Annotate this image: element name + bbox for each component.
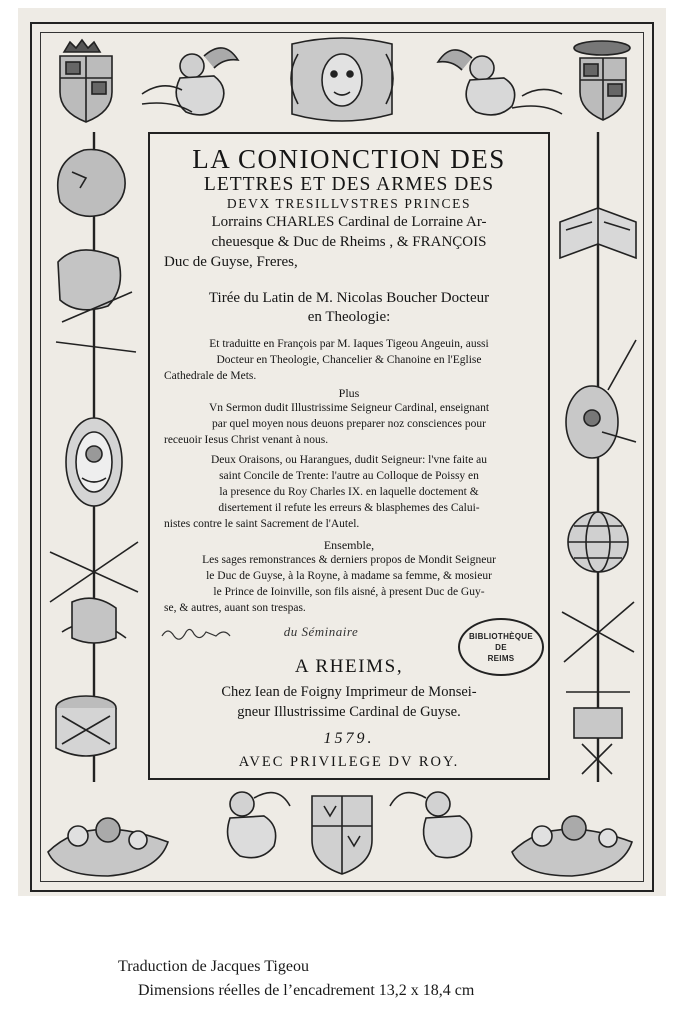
right-cherub-icon <box>438 50 562 115</box>
left-cherub-icon <box>142 48 238 115</box>
propos-line-2: le Duc de Guyse, à la Royne, à madame sa femme, & mosieur <box>206 570 492 582</box>
sermon-line-2: par quel moyen nous deuons preparer noz consciences pour <box>212 418 486 430</box>
imprint-printer-line-2: gneur Illustrissime Cardinal de Guyse. <box>237 704 461 720</box>
sermon-line-3: receuoir Iesus Christ venant à nous. <box>164 434 329 446</box>
title-line-5: cheuesque & Duc de Rheims , & FRANÇOIS <box>211 234 487 250</box>
eagle-icon <box>58 150 125 217</box>
handwritten-text: du Séminaire <box>283 624 359 639</box>
stamp-line-1: BIBLIOTHÈQUE <box>468 631 534 641</box>
orations-line-3: la presence du Roy Charles IX. en laquelle doctement & <box>219 486 479 498</box>
imprint-year: 1579. <box>323 730 375 747</box>
central-mask-icon <box>291 38 393 121</box>
title-line-6: Duc de Guyse, Freres, <box>164 254 298 270</box>
portrait-medallion-icon <box>66 418 122 506</box>
right-ornament-column <box>552 132 644 782</box>
lute-icon <box>566 340 636 458</box>
handwritten-note <box>160 624 358 642</box>
subtitle-line-2: en Theologie: <box>307 309 391 325</box>
title-line-3: DEVX TRESILLVSTRES PRINCES <box>226 196 472 211</box>
stamp-line-3: REIMS <box>487 653 515 663</box>
title-line-2: LETTRES ET DES ARMES DES <box>203 174 495 195</box>
imprint-place: A RHEIMS, <box>294 656 404 677</box>
bottom-left-cherub-icon <box>228 792 290 858</box>
propos-line-3: le Prince de Ioinville, son fils aisné, à present Duc de Guy- <box>213 586 485 598</box>
subtitle-line-1: Tirée du Latin de M. Nicolas Boucher Docteur <box>208 290 490 306</box>
handwritten-signature-icon <box>160 624 280 642</box>
drum-icon <box>56 696 116 756</box>
stamp-line-2: DE <box>495 642 507 652</box>
left-fruit-basket-icon <box>48 818 168 876</box>
translation-line-1: Et traduitte en François par M. Iaques Tigeou Angeuin, aussi <box>209 338 489 350</box>
left-coat-of-arms-icon <box>60 40 112 122</box>
translation-line-2: Docteur en Theologie, Chancelier & Chanoine en l'Eglise <box>216 354 482 366</box>
bottom-ornament <box>42 782 642 880</box>
caption-line-1: Traduction de Jacques Tigeou <box>118 958 309 975</box>
top-ornament <box>42 34 642 130</box>
plus-heading: Plus <box>338 386 360 400</box>
ensemble-heading: Ensemble, <box>323 538 375 552</box>
globe-icon <box>568 512 628 572</box>
orations-line-1: Deux Oraisons, ou Harangues, dudit Seigneur: l'vne faite au <box>210 454 488 466</box>
title-line-4: Lorrains CHARLES Cardinal de Lorraine Ar- <box>211 214 487 230</box>
right-coat-of-arms-icon <box>574 41 630 120</box>
sermon-line-1: Vn Sermon dudit Illustrissime Seigneur Cardinal, enseignant <box>208 402 490 414</box>
central-shield-icon <box>312 796 372 874</box>
title-panel <box>148 132 550 780</box>
propos-line-1: Les sages remonstrances & derniers propos de Mondit Seigneur <box>202 554 496 566</box>
propos-line-4: se, & autres, auant son trespas. <box>164 602 306 614</box>
right-fruit-basket-icon <box>512 816 632 876</box>
armor-trophy-icon <box>56 250 136 352</box>
orations-line-5: nistes contre le saint Sacrement de l'Autel. <box>164 518 360 530</box>
title-line-1: LA CONIONCTION DES <box>192 144 506 174</box>
left-ornament-column <box>42 132 146 782</box>
imprint-printer-line-1: Chez Iean de Foigny Imprimeur de Monsei- <box>221 684 477 700</box>
bottom-right-cherub-icon <box>390 792 472 858</box>
orations-line-4: disertement il refute les erreurs & blasphemes des Calui- <box>218 502 480 514</box>
orations-line-2: saint Concile de Trente: l'autre au Colloque de Poissy en <box>219 470 479 482</box>
translation-line-3: Cathedrale de Mets. <box>164 370 257 382</box>
caption-line-2: Dimensions réelles de l’encadrement 13,2 x 18,4 cm <box>138 982 475 999</box>
imprint-privilege: AVEC PRIVILEGE DV ROY. <box>238 754 460 770</box>
